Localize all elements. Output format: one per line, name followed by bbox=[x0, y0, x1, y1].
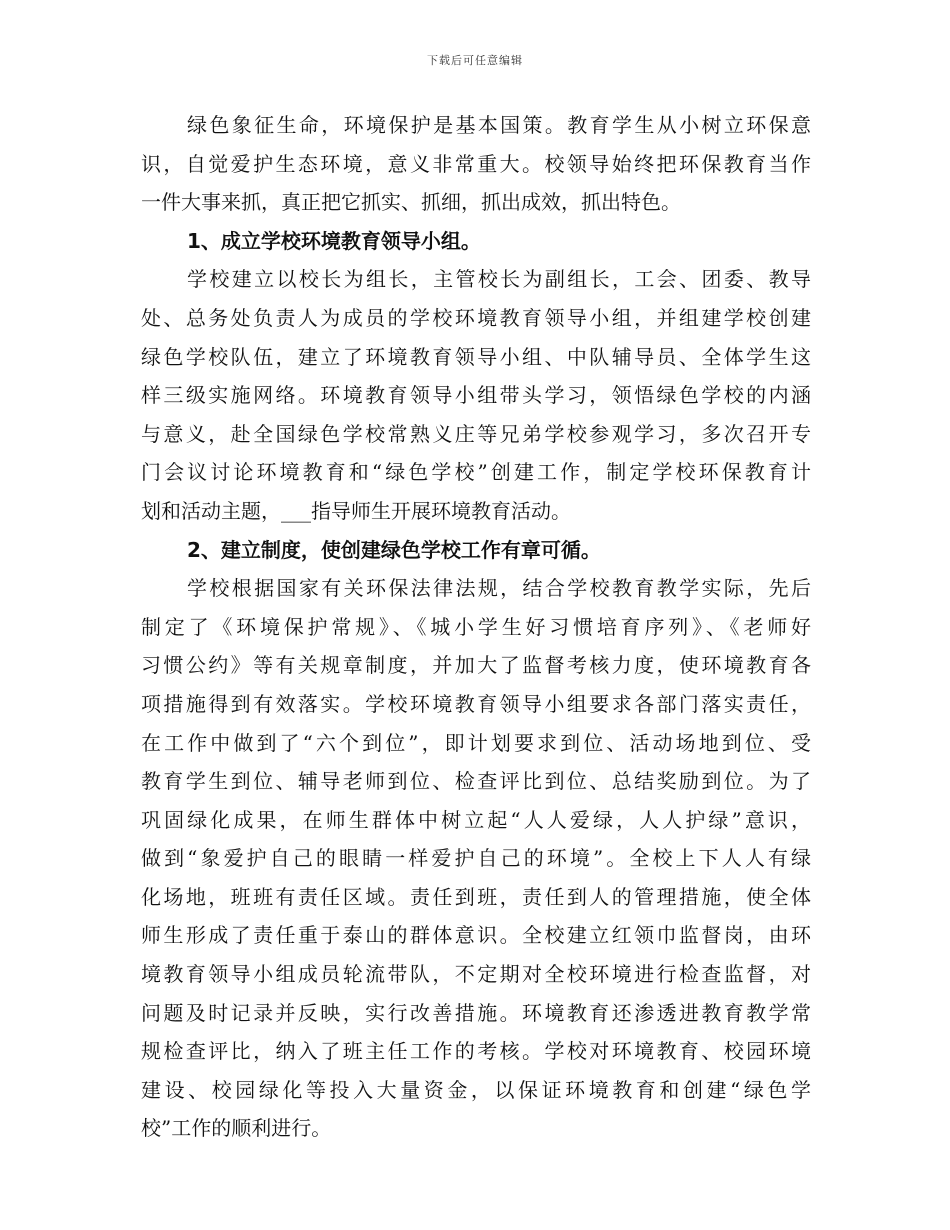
paragraph-line: 习惯公约》等有关规章制度，并加大了监督考核力度，使环境教育各 bbox=[141, 653, 811, 678]
paragraph-line: 问题及时记录并反映，实行改善措施。环境教育还渗透进教育教学常 bbox=[141, 1000, 811, 1025]
paragraph-line: 规检查评比，纳入了班主任工作的考核。学校对环境教育、校园环境 bbox=[141, 1039, 811, 1064]
paragraph-line: 绿色学校队伍，建立了环境教育领导小组、中队辅导员、全体学生这 bbox=[141, 344, 811, 369]
paragraph-line: 处、总务处负责人为成员的学校环境教育领导小组，并组建学校创建 bbox=[141, 305, 811, 330]
paragraph-line: 与意义，赴全国绿色学校常熟义庄等兄弟学校参观学习，多次召开专 bbox=[141, 421, 811, 446]
paragraph-line: 校”工作的顺利进行。 bbox=[141, 1116, 332, 1141]
section-heading: 1、成立学校环境教育领导小组。 bbox=[187, 228, 481, 253]
paragraph-line: 学校建立以校长为组长，主管校长为副组长，工会、团委、教导 bbox=[187, 267, 811, 292]
paragraph-line: 师生形成了责任重于泰山的群体意识。全校建立红领巾监督岗，由环 bbox=[141, 923, 811, 948]
paragraph-line: 境教育领导小组成员轮流带队，不定期对全校环境进行检查监督，对 bbox=[141, 962, 811, 987]
paragraph-line: 教育学生到位、辅导老师到位、检查评比到位、总结奖励到位。为了 bbox=[141, 769, 811, 794]
paragraph-line: 一件大事来抓，真正把它抓实、抓细，抓出成效，抓出特色。 bbox=[141, 190, 681, 215]
paragraph-line: 做到“象爱护自己的眼睛一样爱护自己的环境”。全校上下人人有绿 bbox=[141, 846, 811, 871]
paragraph-line: 划和活动主题，___指导师生开展环境教育活动。 bbox=[141, 498, 571, 523]
paragraph-line: 建设、校园绿化等投入大量资金，以保证环境教育和创建“绿色学 bbox=[141, 1077, 811, 1102]
paragraph-line: 在工作中做到了“六个到位”，即计划要求到位、活动场地到位、受 bbox=[141, 730, 811, 755]
paragraph-line: 门会议讨论环境教育和“绿色学校”创建工作，制定学校环保教育计 bbox=[141, 460, 811, 485]
paragraph-line: 学校根据国家有关环保法律法规，结合学校教育教学实际，先后 bbox=[187, 576, 811, 601]
paragraph-line: 巩固绿化成果，在师生群体中树立起“人人爱绿，人人护绿”意识， bbox=[141, 807, 811, 832]
paragraph-line: 绿色象征生命，环境保护是基本国策。教育学生从小树立环保意 bbox=[187, 113, 811, 137]
paragraph-line: 制定了《环境保护常规》、《城小学生好习惯培育序列》、《老师好 bbox=[141, 614, 811, 639]
section-heading: 2、建立制度，使创建绿色学校工作有章可循。 bbox=[187, 537, 601, 562]
paragraph-line: 项措施得到有效落实。学校环境教育领导小组要求各部门落实责任， bbox=[141, 691, 811, 716]
paragraph-line: 识，自觉爱护生态环境，意义非常重大。校领导始终把环保教育当作 bbox=[141, 151, 811, 176]
paragraph-line: 化场地，班班有责任区域。责任到班，责任到人的管理措施，使全体 bbox=[141, 884, 811, 909]
paragraph-line: 样三级实施网络。环境教育领导小组带头学习，领悟绿色学校的内涵 bbox=[141, 383, 811, 408]
document-body bbox=[141, 106, 811, 1148]
page-header: 下载后可任意编辑 bbox=[427, 54, 523, 67]
